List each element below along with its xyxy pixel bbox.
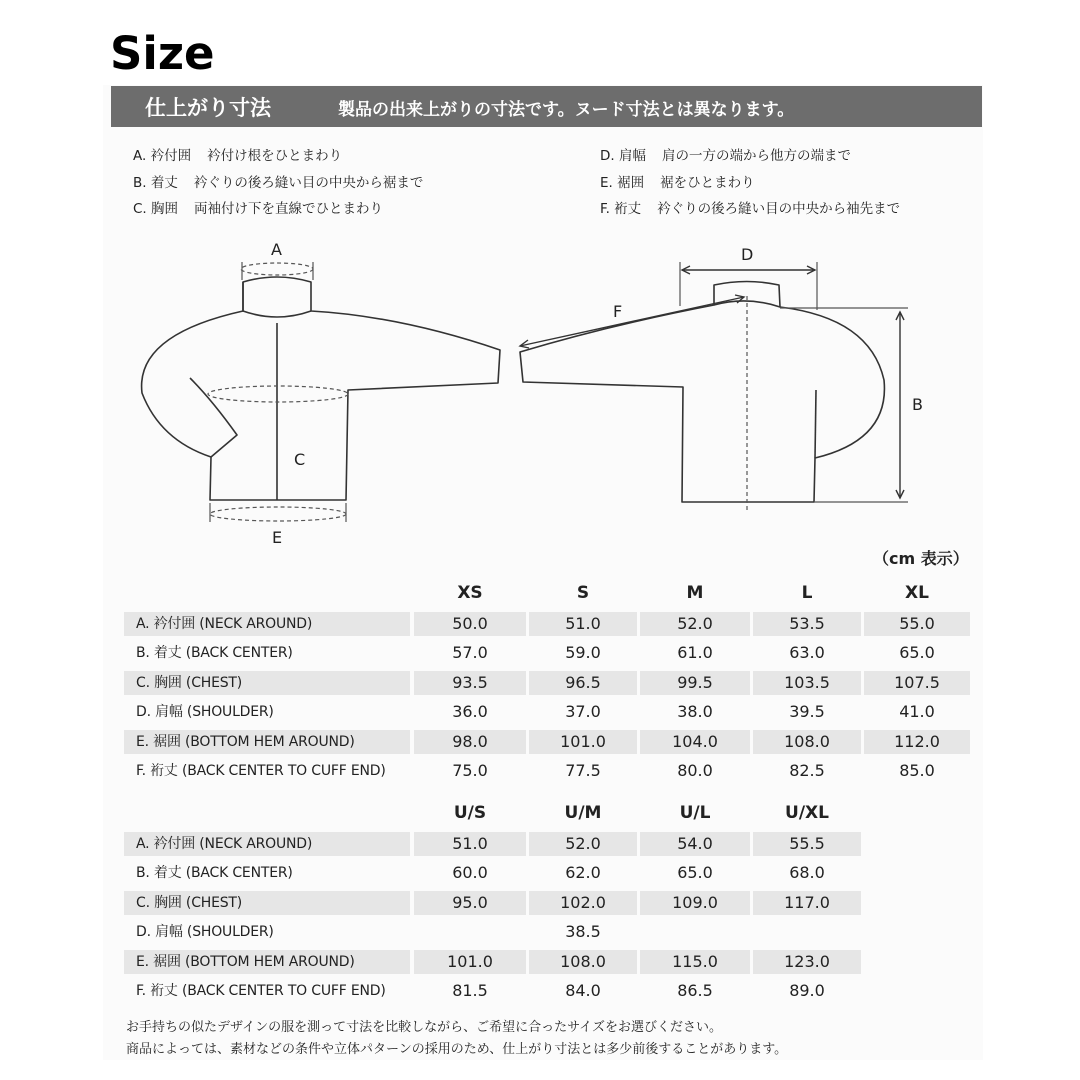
diagram-label-e: E [272,528,283,547]
page-title: Size [110,27,215,80]
neck-measure-ellipse [241,263,313,275]
description-f: F. 裄丈 衿ぐりの後ろ縫い目の中央から袖先まで [600,201,901,217]
column-header: XS [457,583,483,603]
column-header: XL [905,583,929,603]
description-d: D. 肩幅 肩の一方の端から他方の端まで [600,148,851,164]
banner-subtitle: 製品の出来上がりの寸法です。ヌード寸法とは異なります。 [338,100,795,120]
diagram-label-c: C [294,450,306,469]
column-header: L [801,583,813,603]
description-a: A. 衿付囲 衿付け根をひとまわり [133,148,343,164]
column-header: U/M [564,803,602,823]
column-header: U/S [453,803,487,823]
front-jacket-outline [142,277,500,500]
front-collar-line [243,282,311,317]
banner-title: 仕上がり寸法 [145,96,271,120]
back-inner-arm-line [815,390,816,458]
column-header: S [576,583,590,603]
diagram-label-f: F [613,302,623,321]
column-header: U/L [679,803,711,823]
description-b: B. 着丈 衿ぐりの後ろ縫い目の中央から裾まで [133,174,424,191]
sleeve-arrow [520,297,744,346]
footnote-line: お手持ちの似たデザインの服を測って寸法を比較しながら、ご希望に合ったサイズをお選びください。 [126,1020,723,1035]
footnotes [126,1017,787,1061]
footnote-line: 商品によっては、素材などの条件や立体パターンの採用のため、仕上がり寸法とは多少前後することがあります。 [126,1042,788,1057]
hem-measure-ellipse [210,507,346,521]
description-e: E. 裾囲 裾をひとまわり [600,174,755,191]
column-header: M [686,583,704,603]
column-header: U/XL [785,803,829,823]
diagram-label-a: A [271,240,282,259]
description-c: C. 胸囲 両袖付け下を直線でひとまわり [133,201,384,217]
back-jacket-outline [520,282,884,503]
chest-measure-ellipse [208,386,348,402]
front-inner-arm-line [190,378,237,457]
diagram-label-b: B [912,395,923,414]
unit-note: （cm 表示） [873,549,969,568]
diagram-label-d: D [741,245,754,264]
